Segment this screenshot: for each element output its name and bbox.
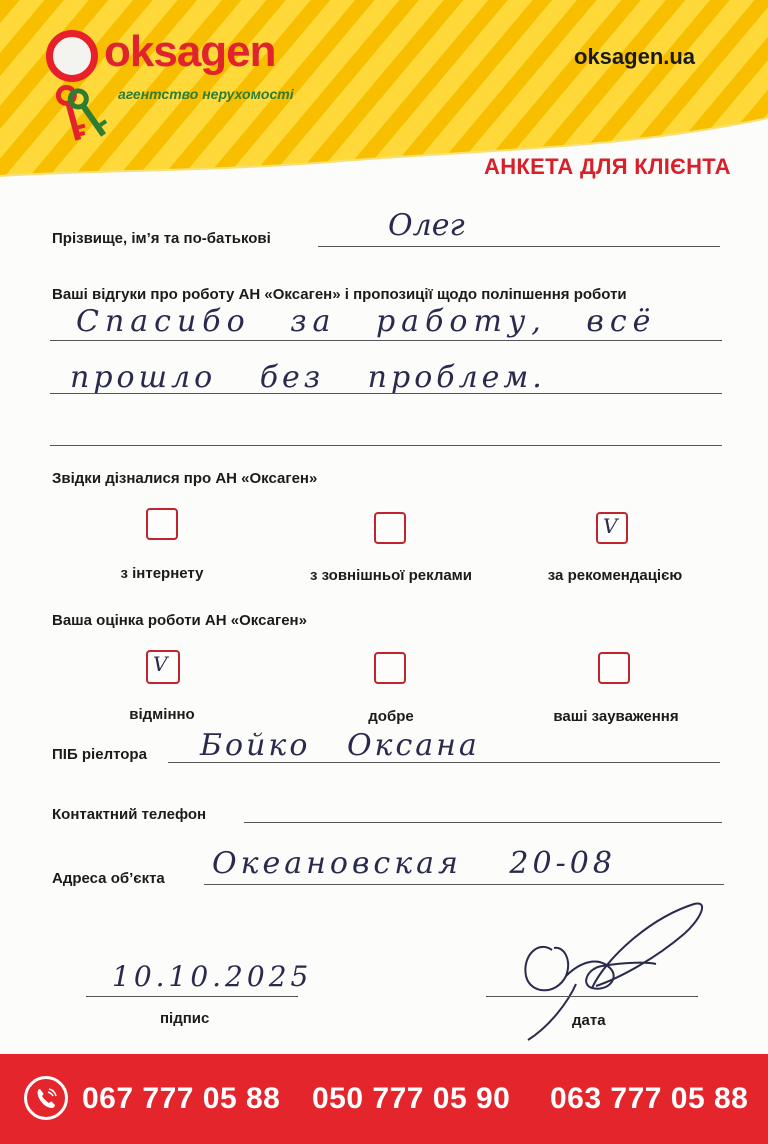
logo-wordmark: oksagen [104, 27, 276, 76]
name-label: Прізвище, ім’я та по-батькові [52, 230, 271, 247]
check-mark: V [603, 514, 618, 538]
checkbox-remarks[interactable] [598, 652, 630, 684]
signature-label: підпис [160, 1010, 210, 1027]
option-excellent-label: відмінно [129, 706, 195, 723]
phone-label: Контактний телефон [52, 806, 207, 823]
check-mark: V [153, 652, 168, 676]
option-internet-label: з інтернету [120, 565, 204, 582]
option-recommendation-label: за рекомендацією [547, 567, 683, 584]
feedback-text-line-1[interactable]: Спасибо за работу, всё [76, 304, 657, 339]
realtor-label: ПІБ ріелтора [52, 746, 147, 763]
date-label: дата [572, 1012, 606, 1029]
realtor-value[interactable]: Бойко Оксана [200, 728, 480, 763]
rating-label: Ваша оцінка роботи АН «Оксаген» [52, 612, 307, 629]
footer-contacts-bar [0, 1054, 768, 1144]
signature-date-line-right [486, 996, 698, 997]
feedback-label: Ваші відгуки про роботу АН «Оксаген» і пропозиції щодо поліпшення роботи [52, 286, 627, 303]
checkbox-recommendation[interactable] [596, 512, 628, 544]
header-banner [0, 0, 768, 190]
feedback-line-3 [50, 445, 722, 446]
checkbox-good[interactable] [374, 652, 406, 684]
website-url: oksagen.ua [574, 44, 696, 69]
logo-tagline: агентство нерухомості [118, 86, 294, 102]
checkbox-excellent[interactable] [146, 650, 180, 684]
checkbox-internet[interactable] [146, 508, 178, 540]
logo-o-ring [46, 30, 98, 82]
keys-icon [52, 80, 112, 150]
signature-date-line-left [86, 996, 298, 997]
name-value[interactable]: Олег [388, 208, 465, 243]
option-outdoor-ads-label: з зовнішньої реклами [309, 567, 473, 584]
form-title: АНКЕТА ДЛЯ КЛІЄНТА [484, 154, 731, 179]
option-remarks-label: ваші зауваження [553, 708, 679, 725]
name-line [318, 246, 720, 247]
oksagen-logo [46, 24, 306, 154]
feedback-line-1 [50, 340, 722, 341]
phone-number-1[interactable]: 067 777 05 88 [82, 1082, 281, 1115]
address-label: Адреса об’єкта [52, 870, 165, 887]
phone-number-3[interactable]: 063 777 05 88 [550, 1082, 749, 1115]
phone-line [244, 822, 722, 823]
feedback-text-line-2[interactable]: прошло без проблем. [70, 360, 546, 395]
option-good-label: добре [368, 708, 414, 725]
checkbox-outdoor-ads[interactable] [374, 512, 406, 544]
address-line [204, 884, 724, 885]
date-value[interactable]: 10.10.2025 [112, 960, 313, 993]
viber-phone-icon [24, 1076, 68, 1120]
address-value[interactable]: Океановская 20-08 [212, 846, 616, 881]
phone-number-2[interactable]: 050 777 05 90 [312, 1082, 511, 1115]
source-label: Звідки дізналися про АН «Оксаген» [52, 470, 318, 487]
